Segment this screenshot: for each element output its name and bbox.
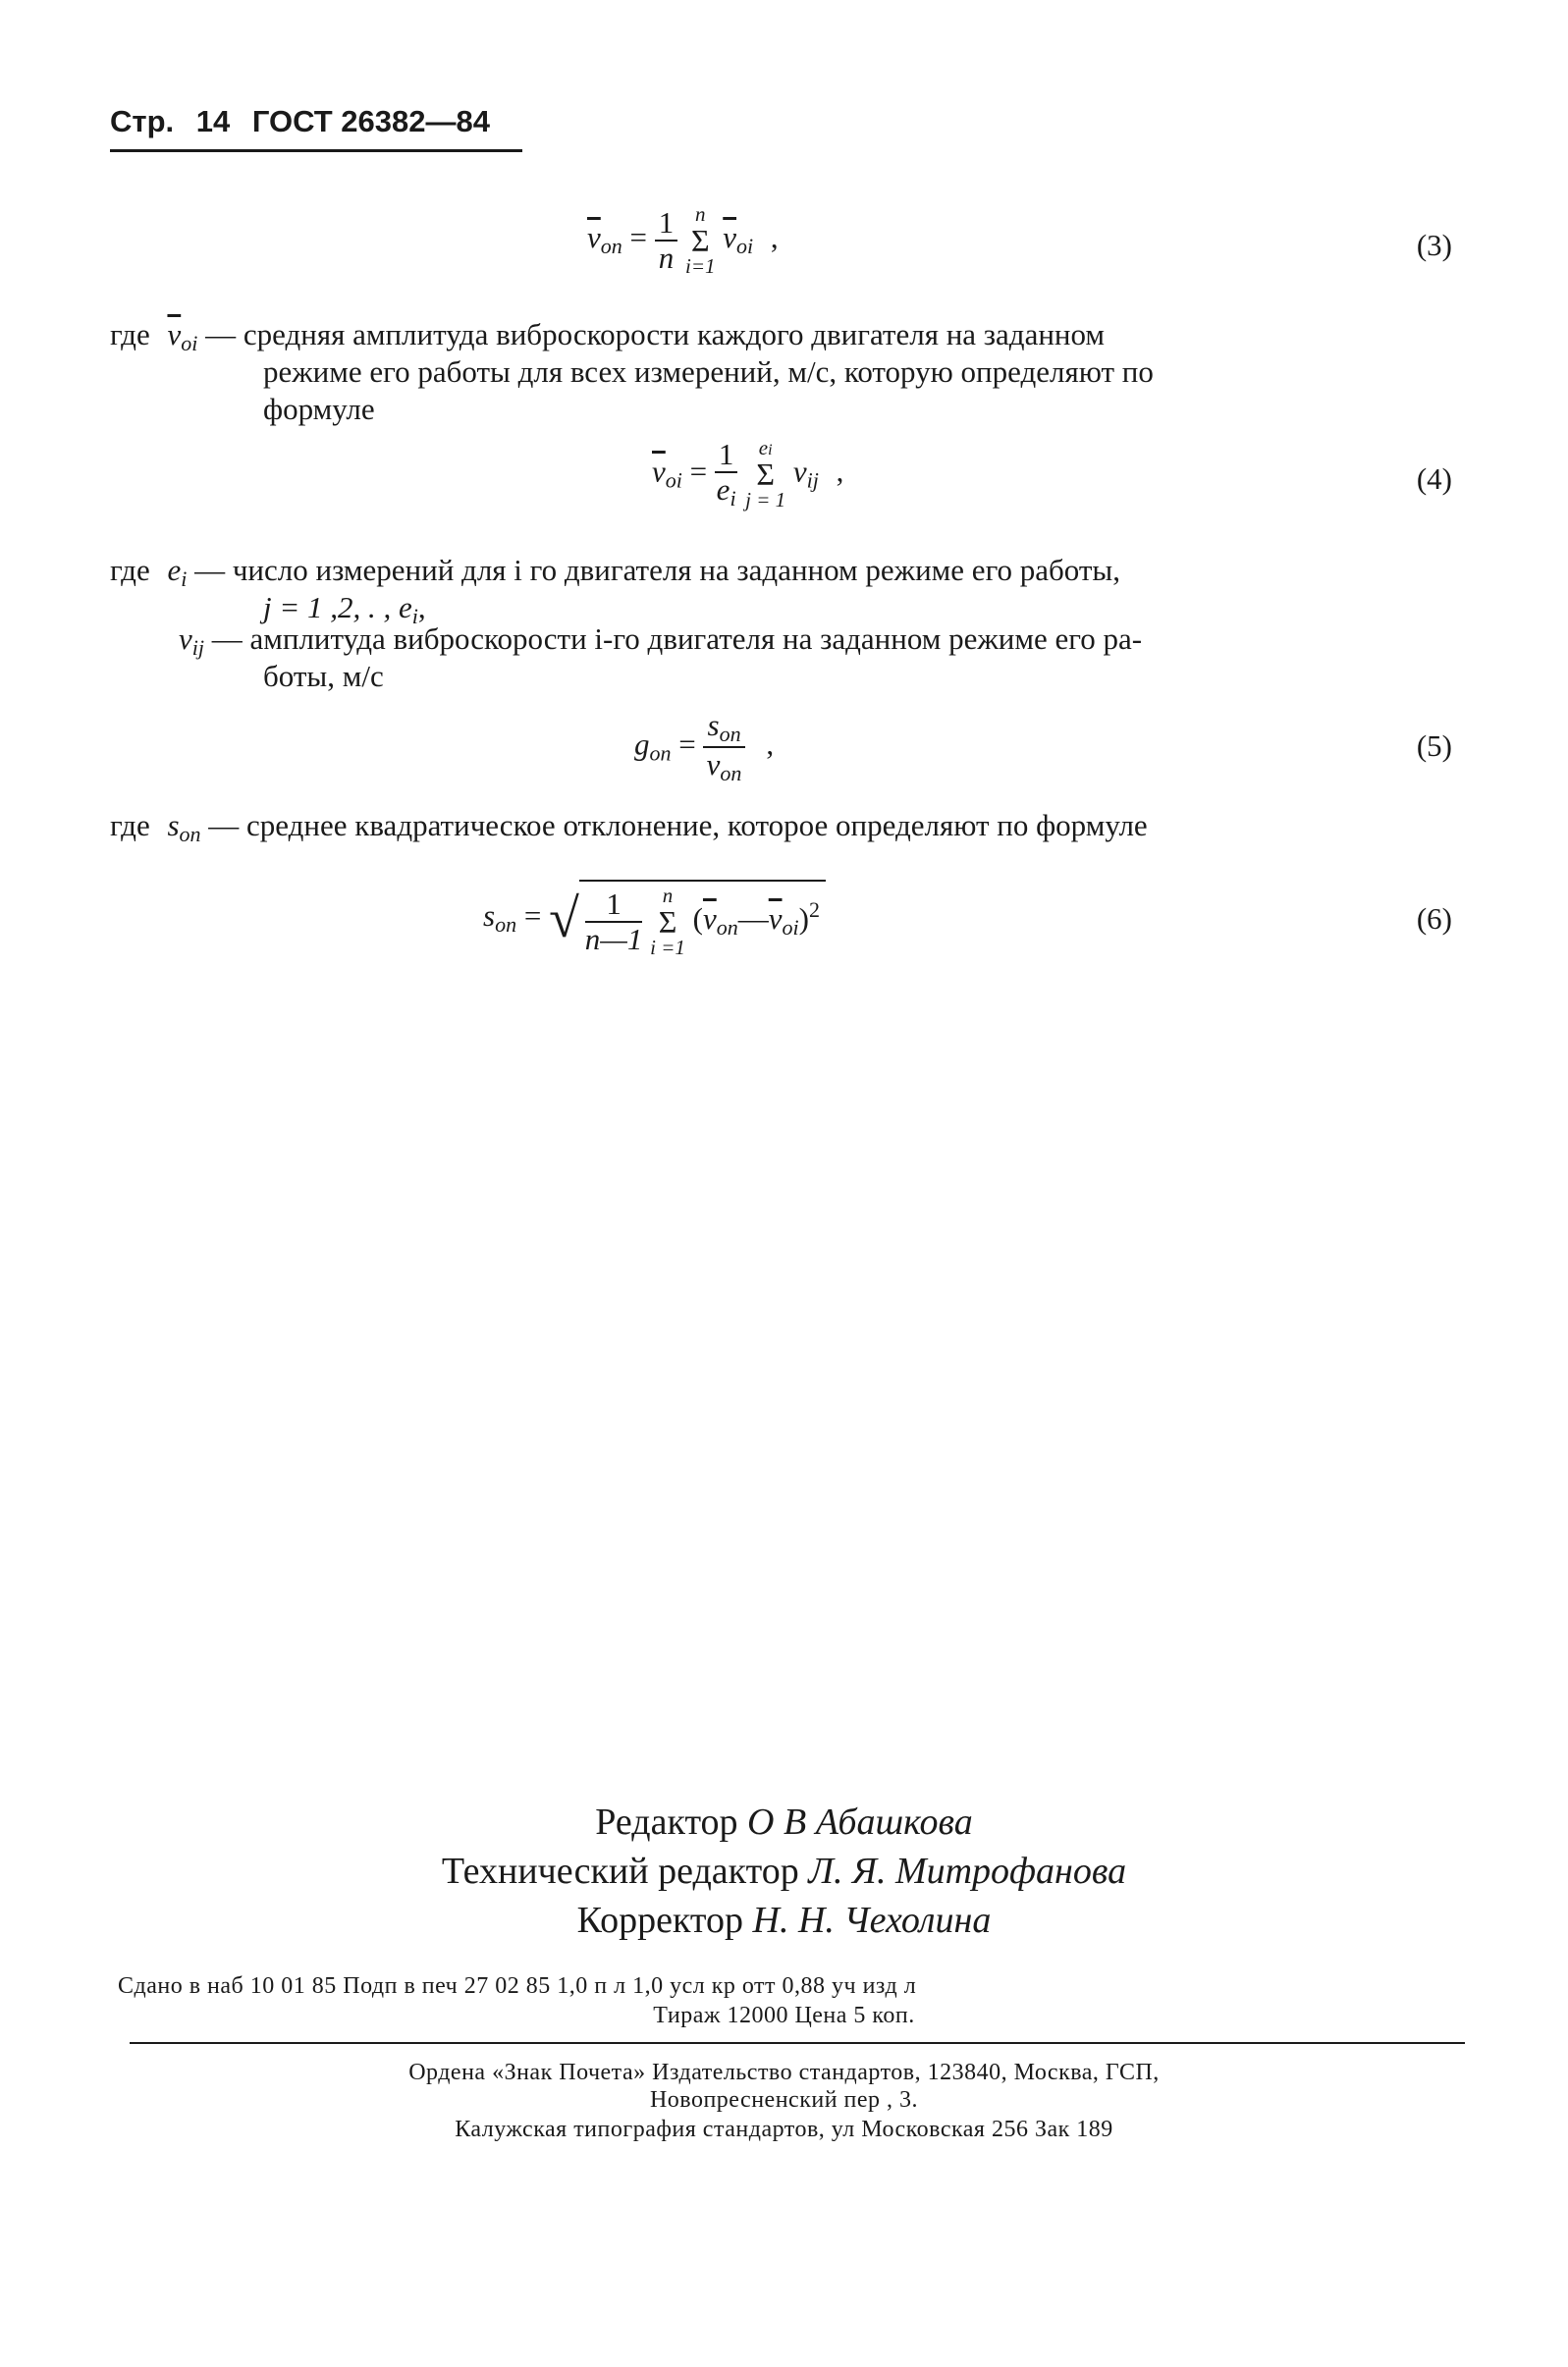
d2-line2-tail: , (417, 590, 426, 624)
imprint-line-3: Ордена «Знак Почета» Издательство стандартов, 123840, Москва, ГСП, (408, 2060, 1160, 2085)
f3-sum: n Σ i=1 (685, 202, 716, 278)
d4-symbol: s (167, 808, 180, 842)
formula-4: $\overline{v}_{oi}$ = $\frac{1}{e_i}$ ei Σ j = 1 $v_{ij}$ , (652, 436, 844, 512)
editor-credit (0, 1801, 1568, 1844)
imprint-line-4: Новопресненский пер , 3. (649, 2087, 919, 2113)
f6-term-b: $\overline{v}$ (768, 901, 783, 937)
editor-role: Редактор (595, 1802, 738, 1843)
d1-prefix: где (110, 317, 150, 351)
editor-name: О В Абашкова (747, 1802, 973, 1843)
d2-symbol-sub: i (181, 566, 188, 591)
f4-sum-top-sub: i (768, 442, 773, 459)
f4-term-sub: ij (806, 467, 819, 493)
f3-lhs: $\overline{v}$ (587, 220, 601, 255)
d1-line3: формуле (263, 392, 375, 426)
proofreader-credit (0, 1899, 1568, 1942)
f3-term: $\overline{v}$ (723, 220, 737, 255)
proofreader-name: Н. Н. Чехолина (752, 1900, 992, 1941)
equation-number-4: (4) (1416, 461, 1452, 496)
f4-sum: ei Σ j = 1 (745, 436, 786, 512)
f6-term-a-sub: on (716, 915, 738, 941)
equation-number-3: (3) (1416, 228, 1452, 262)
f6-lhs-sub: on (495, 912, 517, 938)
f6-open: ( (692, 901, 703, 937)
d2-line2-text: j = 1 ,2, . , e (263, 590, 412, 624)
tech-editor-role: Технический редактор (441, 1851, 799, 1892)
f4-term: v (792, 454, 807, 489)
f4-den-sub: i (730, 486, 736, 511)
d3-line1: — амплитуда виброскорости i-го двигателя на заданном режиме его ра- (211, 621, 1143, 656)
definition-son (110, 807, 1148, 853)
formula-5: $g_{on}$ = $\frac{s_{on}}{v_{on}}$ , (634, 708, 775, 786)
f6-term-b-sub: oi (782, 915, 799, 941)
f6-fraction (585, 888, 643, 956)
f4-lhs-sub: oi (665, 467, 682, 493)
d2-line1: — число измерений для i го двигателя на заданном режиме его работы, (194, 553, 1121, 587)
f6-term-a: $\overline{v}$ (702, 901, 717, 937)
f5-lhs-sub: on (649, 740, 672, 766)
f4-lhs: $\overline{v}$ (652, 454, 666, 489)
formula-3: $\overline{v}_{on}$ = $\frac{1}{n}$ n Σ i=1 $\overline{v}_{oi}$ , (587, 202, 779, 278)
equation-number-6: (6) (1416, 901, 1452, 936)
d1-line2: режиме его работы для всех измерений, м/с, которую определяют по (263, 354, 1154, 389)
formula-6: $s_{on}$ = √ $\frac{1}{n—1}$ n Σ i =1 $(\overline{v}_{on}—\overline{v}_{oi})^2$ (483, 880, 826, 958)
f6-sum-top: n (662, 884, 674, 907)
d1-symbol-sub: oi (181, 331, 198, 355)
imprint-line-1: Сдано в наб 10 01 85 Подп в печ 27 02 85 1,0 п л 1,0 усл кр отт 0,88 уч изд л (118, 1973, 917, 1999)
f3-den: n (658, 241, 675, 275)
f4-num: 1 (715, 438, 738, 473)
f5-tail: , (766, 726, 775, 762)
d3-symbol: v (179, 621, 192, 656)
f6-sum: n Σ i =1 (650, 884, 685, 959)
f6-minus: — (737, 901, 769, 937)
f5-den-sub: on (720, 761, 742, 786)
f4-fraction (715, 438, 738, 511)
d2-symbol: e (167, 553, 182, 587)
f6-den: n—1 (584, 922, 643, 956)
f5-num-sub: on (719, 722, 741, 746)
f3-lhs-sub: on (600, 234, 622, 259)
f3-sum-bottom: i=1 (685, 254, 716, 278)
d4-symbol-sub: on (179, 822, 201, 846)
f4-sum-top: e (758, 436, 769, 460)
d4-prefix: где (110, 808, 150, 842)
tech-editor-name: Л. Я. Митрофанова (808, 1851, 1127, 1892)
page-number: 14 (195, 104, 231, 138)
f5-num: s (707, 708, 720, 742)
standard-code: ГОСТ 26382—84 (251, 104, 490, 138)
tech-editor-credit (0, 1850, 1568, 1893)
f5-lhs: g (634, 726, 650, 762)
f6-close: ) (798, 901, 809, 937)
f6-lhs: s (483, 898, 496, 934)
f3-fraction (655, 206, 678, 275)
d2-line2-sub: i (411, 604, 418, 628)
sqrt-sign: √ (549, 888, 579, 949)
page-label: Стр. (110, 104, 175, 138)
f4-sum-bottom: j = 1 (745, 488, 786, 512)
proofreader-role: Корректор (576, 1900, 744, 1941)
imprint-line-2: Тираж 12000 Цена 5 коп. (653, 2003, 915, 2028)
f3-num: 1 (655, 206, 678, 242)
definition-ei (110, 552, 1120, 598)
f4-den: e (716, 472, 730, 508)
f3-term-sub: oi (736, 234, 754, 259)
f4-tail: , (836, 454, 844, 489)
d3-line2: боты, м/с (263, 659, 384, 693)
d4-line1: — среднее квадратическое отклонение, которое определяют по формуле (208, 808, 1148, 842)
page-header (110, 104, 490, 139)
imprint-line-5: Калужская типография стандартов, ул Московская 256 Зак 189 (455, 2117, 1113, 2142)
d2-prefix: где (110, 553, 150, 587)
f3-tail: , (770, 220, 779, 255)
imprint-rule (130, 2042, 1465, 2044)
f6-power: 2 (808, 897, 820, 923)
equation-number-5: (5) (1416, 728, 1452, 763)
header-rule (110, 149, 522, 152)
f6-num: 1 (585, 888, 643, 923)
f6-sum-bottom: i =1 (650, 936, 685, 959)
f5-fraction (703, 709, 744, 785)
d3-symbol-sub: ij (191, 635, 204, 660)
d1-symbol: $\overline{v}$ (167, 317, 182, 351)
f3-sum-top: n (695, 202, 706, 226)
f5-den: v (706, 747, 721, 782)
d1-line1: — средняя амплитуда виброскорости каждого двигателя на заданном (205, 317, 1106, 351)
f6-radicand (579, 880, 826, 958)
